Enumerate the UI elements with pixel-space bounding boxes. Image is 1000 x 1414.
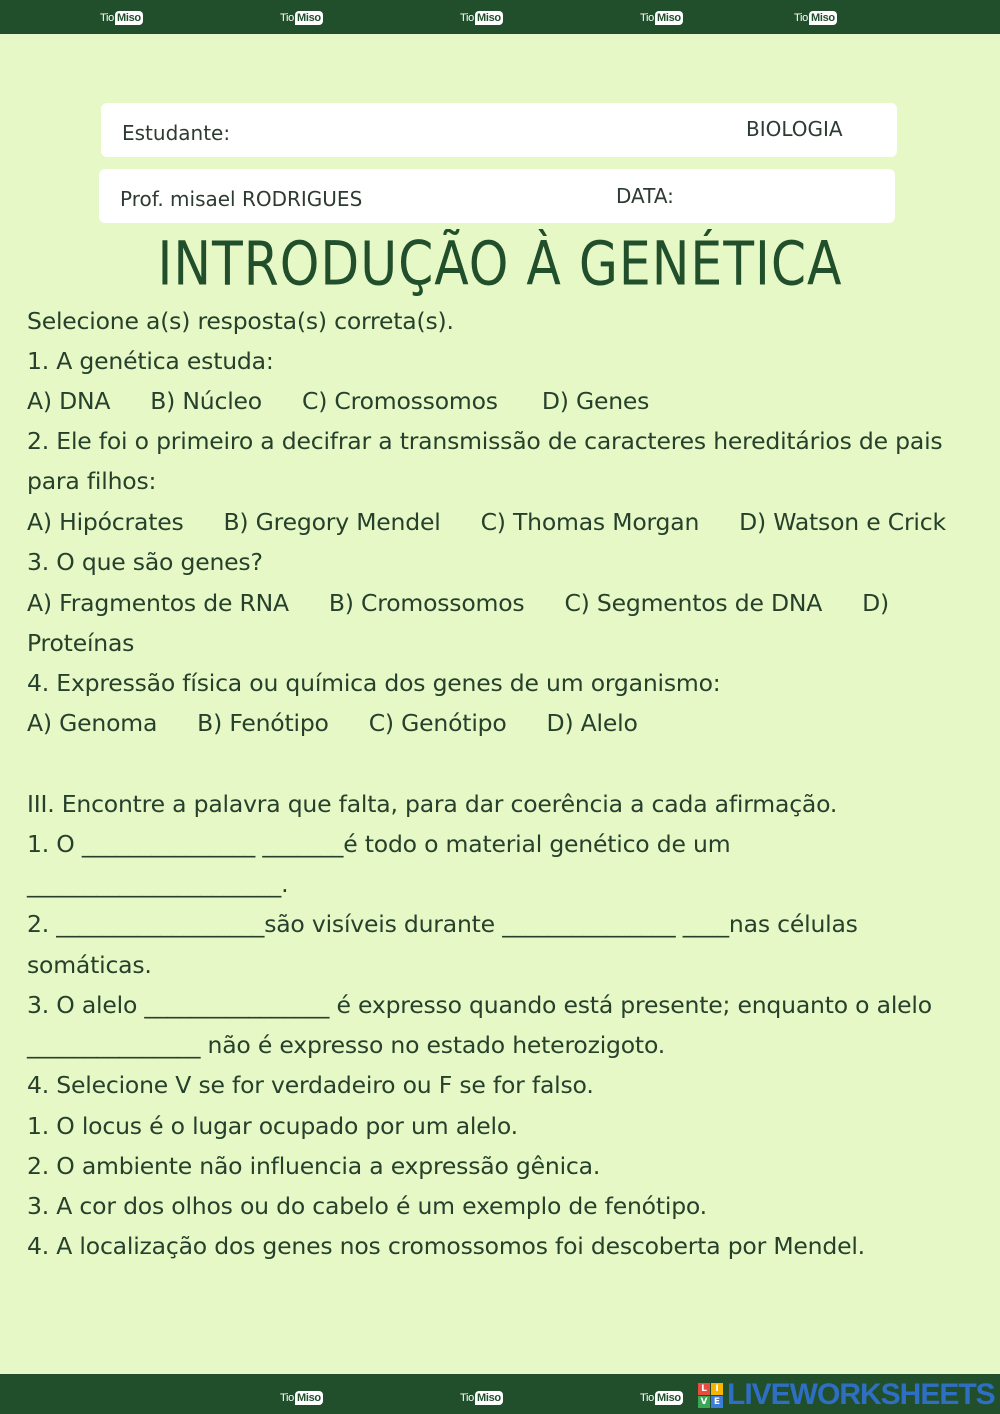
option[interactable]: C) Cromossomos [301, 387, 498, 415]
question-3-option-wrap[interactable]: Proteínas [27, 629, 135, 657]
question-1-options [27, 387, 689, 415]
tio-miso-logo: Tio Miso [280, 12, 321, 24]
question-2: 2. Ele foi o primeiro a decifrar a transmissão de caracteres hereditários de pais [27, 427, 943, 455]
tio-miso-logo: Tio Miso [100, 12, 141, 24]
option[interactable]: B) Núcleo [150, 387, 262, 415]
question-1: 1. A genética estuda: [27, 347, 274, 375]
fill-in-1-cont[interactable]: ______________________. [27, 870, 289, 898]
section4-instruction: 4. Selecione V se for verdadeiro ou F se for falso. [27, 1071, 594, 1099]
true-false-item[interactable]: 2. O ambiente não influencia a expressão gênica. [27, 1152, 601, 1180]
tio-miso-logo: Tio Miso [460, 1392, 501, 1404]
date-label: DATA: [616, 184, 674, 208]
option[interactable]: D) Alelo [546, 709, 638, 737]
liveworksheets-icon: L I V E [698, 1383, 723, 1408]
student-label: Estudante: [122, 121, 231, 145]
option[interactable]: B) Cromossomos [328, 589, 525, 617]
fill-in-3-cont[interactable]: _______________ não é expresso no estado heterozigoto. [27, 1031, 665, 1059]
option[interactable]: D) Genes [541, 387, 650, 415]
option[interactable]: B) Fenótipo [197, 709, 329, 737]
option[interactable]: C) Genótipo [368, 709, 507, 737]
question-4-options [27, 709, 678, 737]
teacher-name: Prof. misael RODRIGUES [120, 187, 363, 211]
subject-label: BIOLOGIA [746, 117, 843, 141]
fill-in-2[interactable]: 2. __________________são visíveis durante _______________ ____nas células [27, 910, 858, 938]
question-2-options [27, 508, 986, 536]
question-2-cont: para filhos: [27, 467, 157, 495]
option[interactable]: C) Thomas Morgan [480, 508, 700, 536]
true-false-item[interactable]: 4. A localização dos genes nos cromossomos foi descoberta por Mendel. [27, 1232, 865, 1260]
question-3-options [27, 589, 929, 617]
option[interactable]: C) Segmentos de DNA [564, 589, 823, 617]
option[interactable]: A) DNA [27, 387, 111, 415]
fill-in-1[interactable]: 1. O _______________ _______é todo o material genético de um [27, 830, 731, 858]
section3-instruction: III. Encontre a palavra que falta, para dar coerência a cada afirmação. [27, 790, 838, 818]
option[interactable]: A) Fragmentos de RNA [27, 589, 289, 617]
page-title: INTRODUÇÃO À GENÉTICA [157, 229, 843, 300]
option[interactable]: B) Gregory Mendel [223, 508, 441, 536]
tio-miso-logo: Tio Miso [640, 1392, 681, 1404]
tio-miso-logo: Tio Miso [640, 12, 681, 24]
top-band [0, 0, 1000, 34]
tio-miso-logo: Tio Miso [280, 1392, 321, 1404]
question-3: 3. O que são genes? [27, 548, 263, 576]
question-4: 4. Expressão física ou química dos genes de um organismo: [27, 669, 721, 697]
true-false-item[interactable]: 3. A cor dos olhos ou do cabelo é um exemplo de fenótipo. [27, 1192, 707, 1220]
student-box [101, 103, 897, 157]
fill-in-3[interactable]: 3. O alelo ________________ é expresso quando está presente; enquanto o alelo [27, 991, 932, 1019]
true-false-item[interactable]: 1. O locus é o lugar ocupado por um alelo. [27, 1112, 518, 1140]
liveworksheets-watermark [698, 1380, 995, 1410]
section1-instruction: Selecione a(s) resposta(s) correta(s). [27, 307, 454, 335]
fill-in-2-cont: somáticas. [27, 951, 152, 979]
tio-miso-logo: Tio Miso [794, 12, 835, 24]
option[interactable]: A) Genoma [27, 709, 158, 737]
option[interactable]: D) [862, 589, 889, 617]
tio-miso-logo: Tio Miso [460, 12, 501, 24]
option[interactable]: A) Hipócrates [27, 508, 184, 536]
option[interactable]: D) Watson e Crick [739, 508, 946, 536]
teacher-box [99, 169, 895, 223]
liveworksheets-text: LIVEWORKSHEETS [727, 1378, 995, 1411]
